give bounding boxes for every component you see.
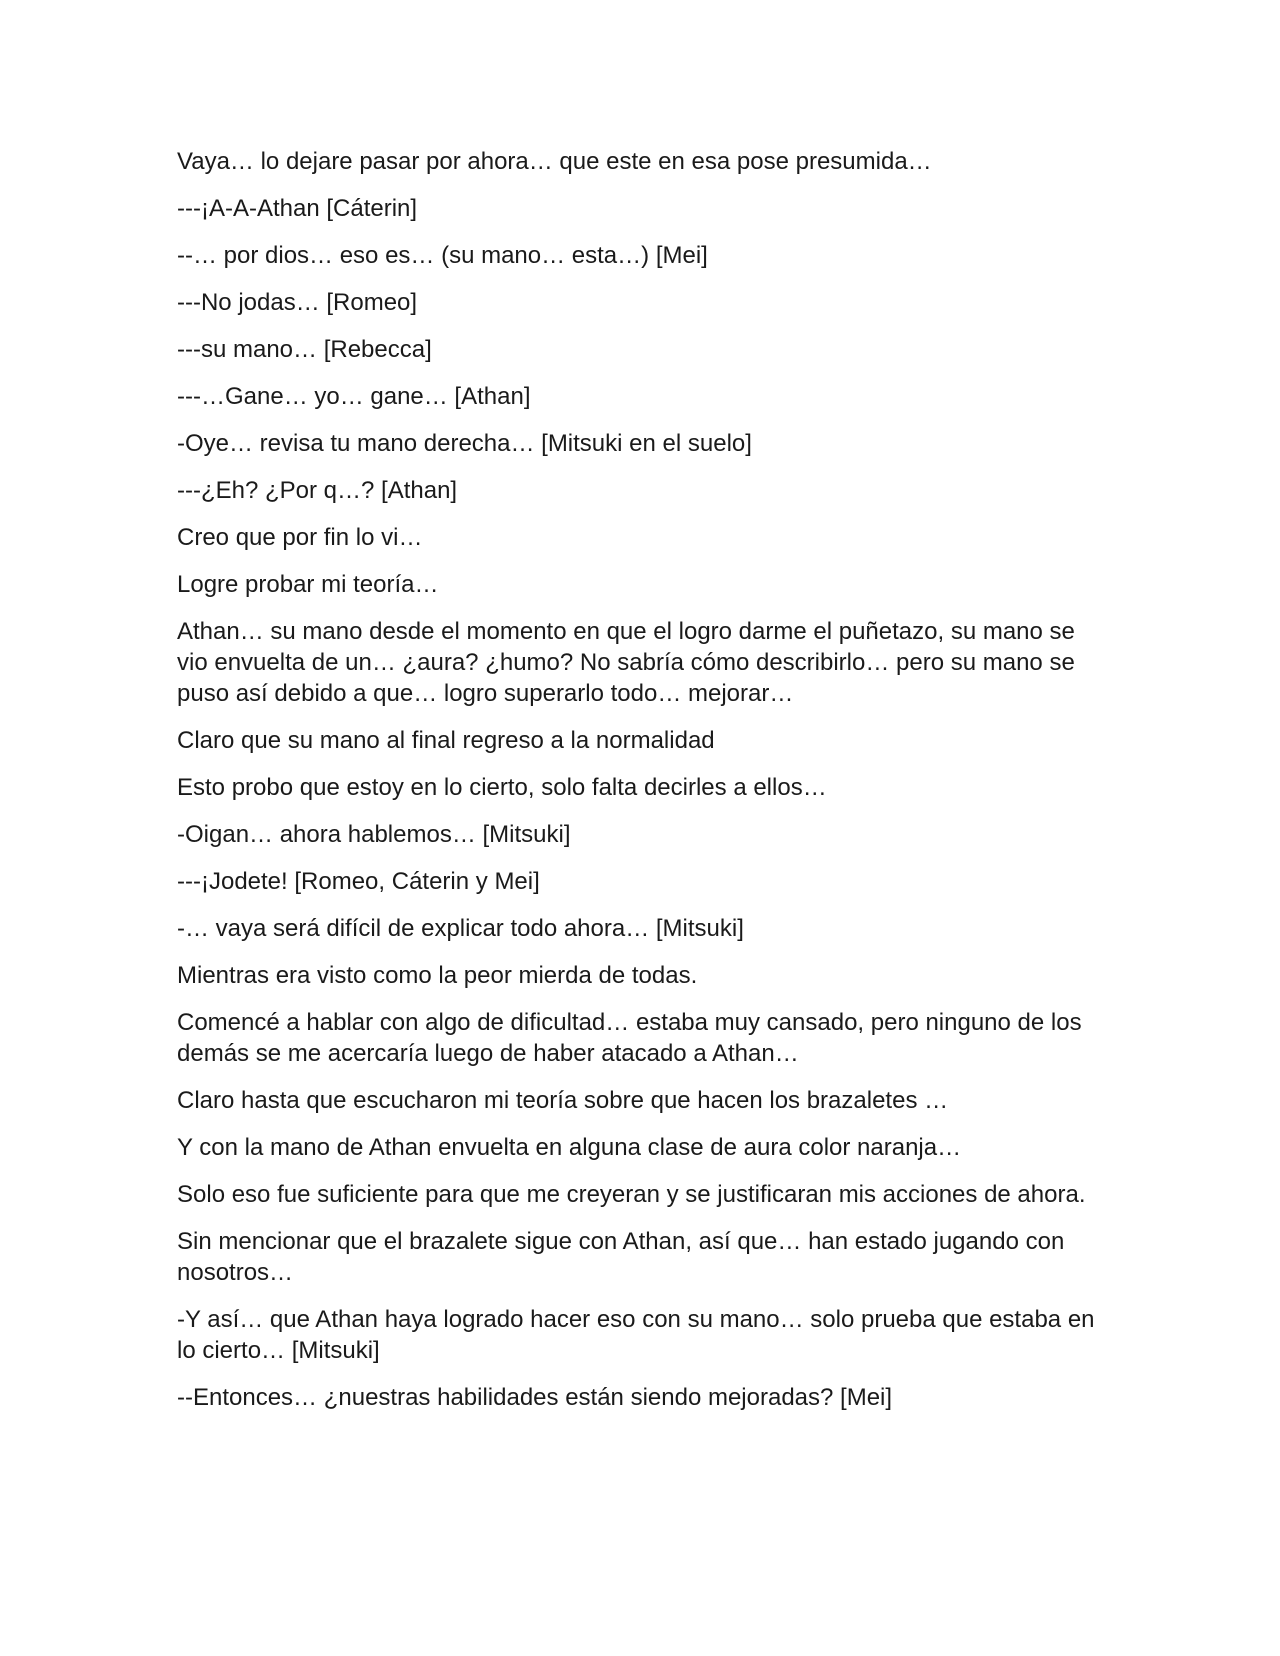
- paragraph: -Oye… revisa tu mano derecha… [Mitsuki en el suelo]: [177, 430, 752, 457]
- paragraph: Vaya… lo dejare pasar por ahora… que este en esa pose presumida…: [177, 148, 932, 175]
- paragraph: Solo eso fue suficiente para que me creyeran y se justificaran mis acciones de ahora.: [177, 1181, 1086, 1208]
- paragraph: ---su mano… [Rebecca]: [177, 336, 432, 363]
- paragraph: ---No jodas… [Romeo]: [177, 289, 418, 316]
- paragraph: Mientras era visto como la peor mierda de todas.: [177, 962, 698, 989]
- paragraph: Claro hasta que escucharon mi teoría sobre que hacen los brazaletes …: [177, 1087, 949, 1114]
- paragraph: -Y así… que Athan haya logrado hacer eso con su mano… solo prueba que estaba en lo cierto… [Mitsuki]: [177, 1306, 1095, 1364]
- paragraph: Y con la mano de Athan envuelta en alguna clase de aura color naranja…: [177, 1134, 962, 1161]
- paragraph: Esto probo que estoy en lo cierto, solo falta decirles a ellos…: [177, 774, 827, 801]
- paragraph: ---¿Eh? ¿Por q…? [Athan]: [177, 477, 458, 504]
- paragraph: -Oigan… ahora hablemos… [Mitsuki]: [177, 821, 571, 848]
- paragraph: Comencé a hablar con algo de dificultad… estaba muy cansado, pero ninguno de los demás se me acercaría luego de haber atacado a Athan…: [177, 1009, 1082, 1067]
- paragraph: ---…Gane… yo… gane… [Athan]: [177, 383, 531, 410]
- paragraph: --Entonces… ¿nuestras habilidades están siendo mejoradas? [Mei]: [177, 1384, 893, 1411]
- document-body: [177, 146, 1097, 1429]
- paragraph: Creo que por fin lo vi…: [177, 524, 423, 551]
- paragraph: --… por dios… eso es… (su mano… esta…) [Mei]: [177, 242, 708, 269]
- paragraph: ---¡A-A-Athan [Cáterin]: [177, 195, 418, 222]
- paragraph: Claro que su mano al final regreso a la normalidad: [177, 727, 715, 754]
- paragraph: ---¡Jodete! [Romeo, Cáterin y Mei]: [177, 868, 540, 895]
- paragraph: -… vaya será difícil de explicar todo ahora… [Mitsuki]: [177, 915, 744, 942]
- paragraph: Sin mencionar que el brazalete sigue con Athan, así que… han estado jugando con nosotros…: [177, 1228, 1065, 1286]
- paragraph: Athan… su mano desde el momento en que el logro darme el puñetazo, su mano se vio envuelta de un… ¿aura? ¿humo? No sabría cómo describirlo… pero su mano se puso así debido a que… logro superarlo todo… mejorar…: [177, 618, 1075, 707]
- paragraph: Logre probar mi teoría…: [177, 571, 439, 598]
